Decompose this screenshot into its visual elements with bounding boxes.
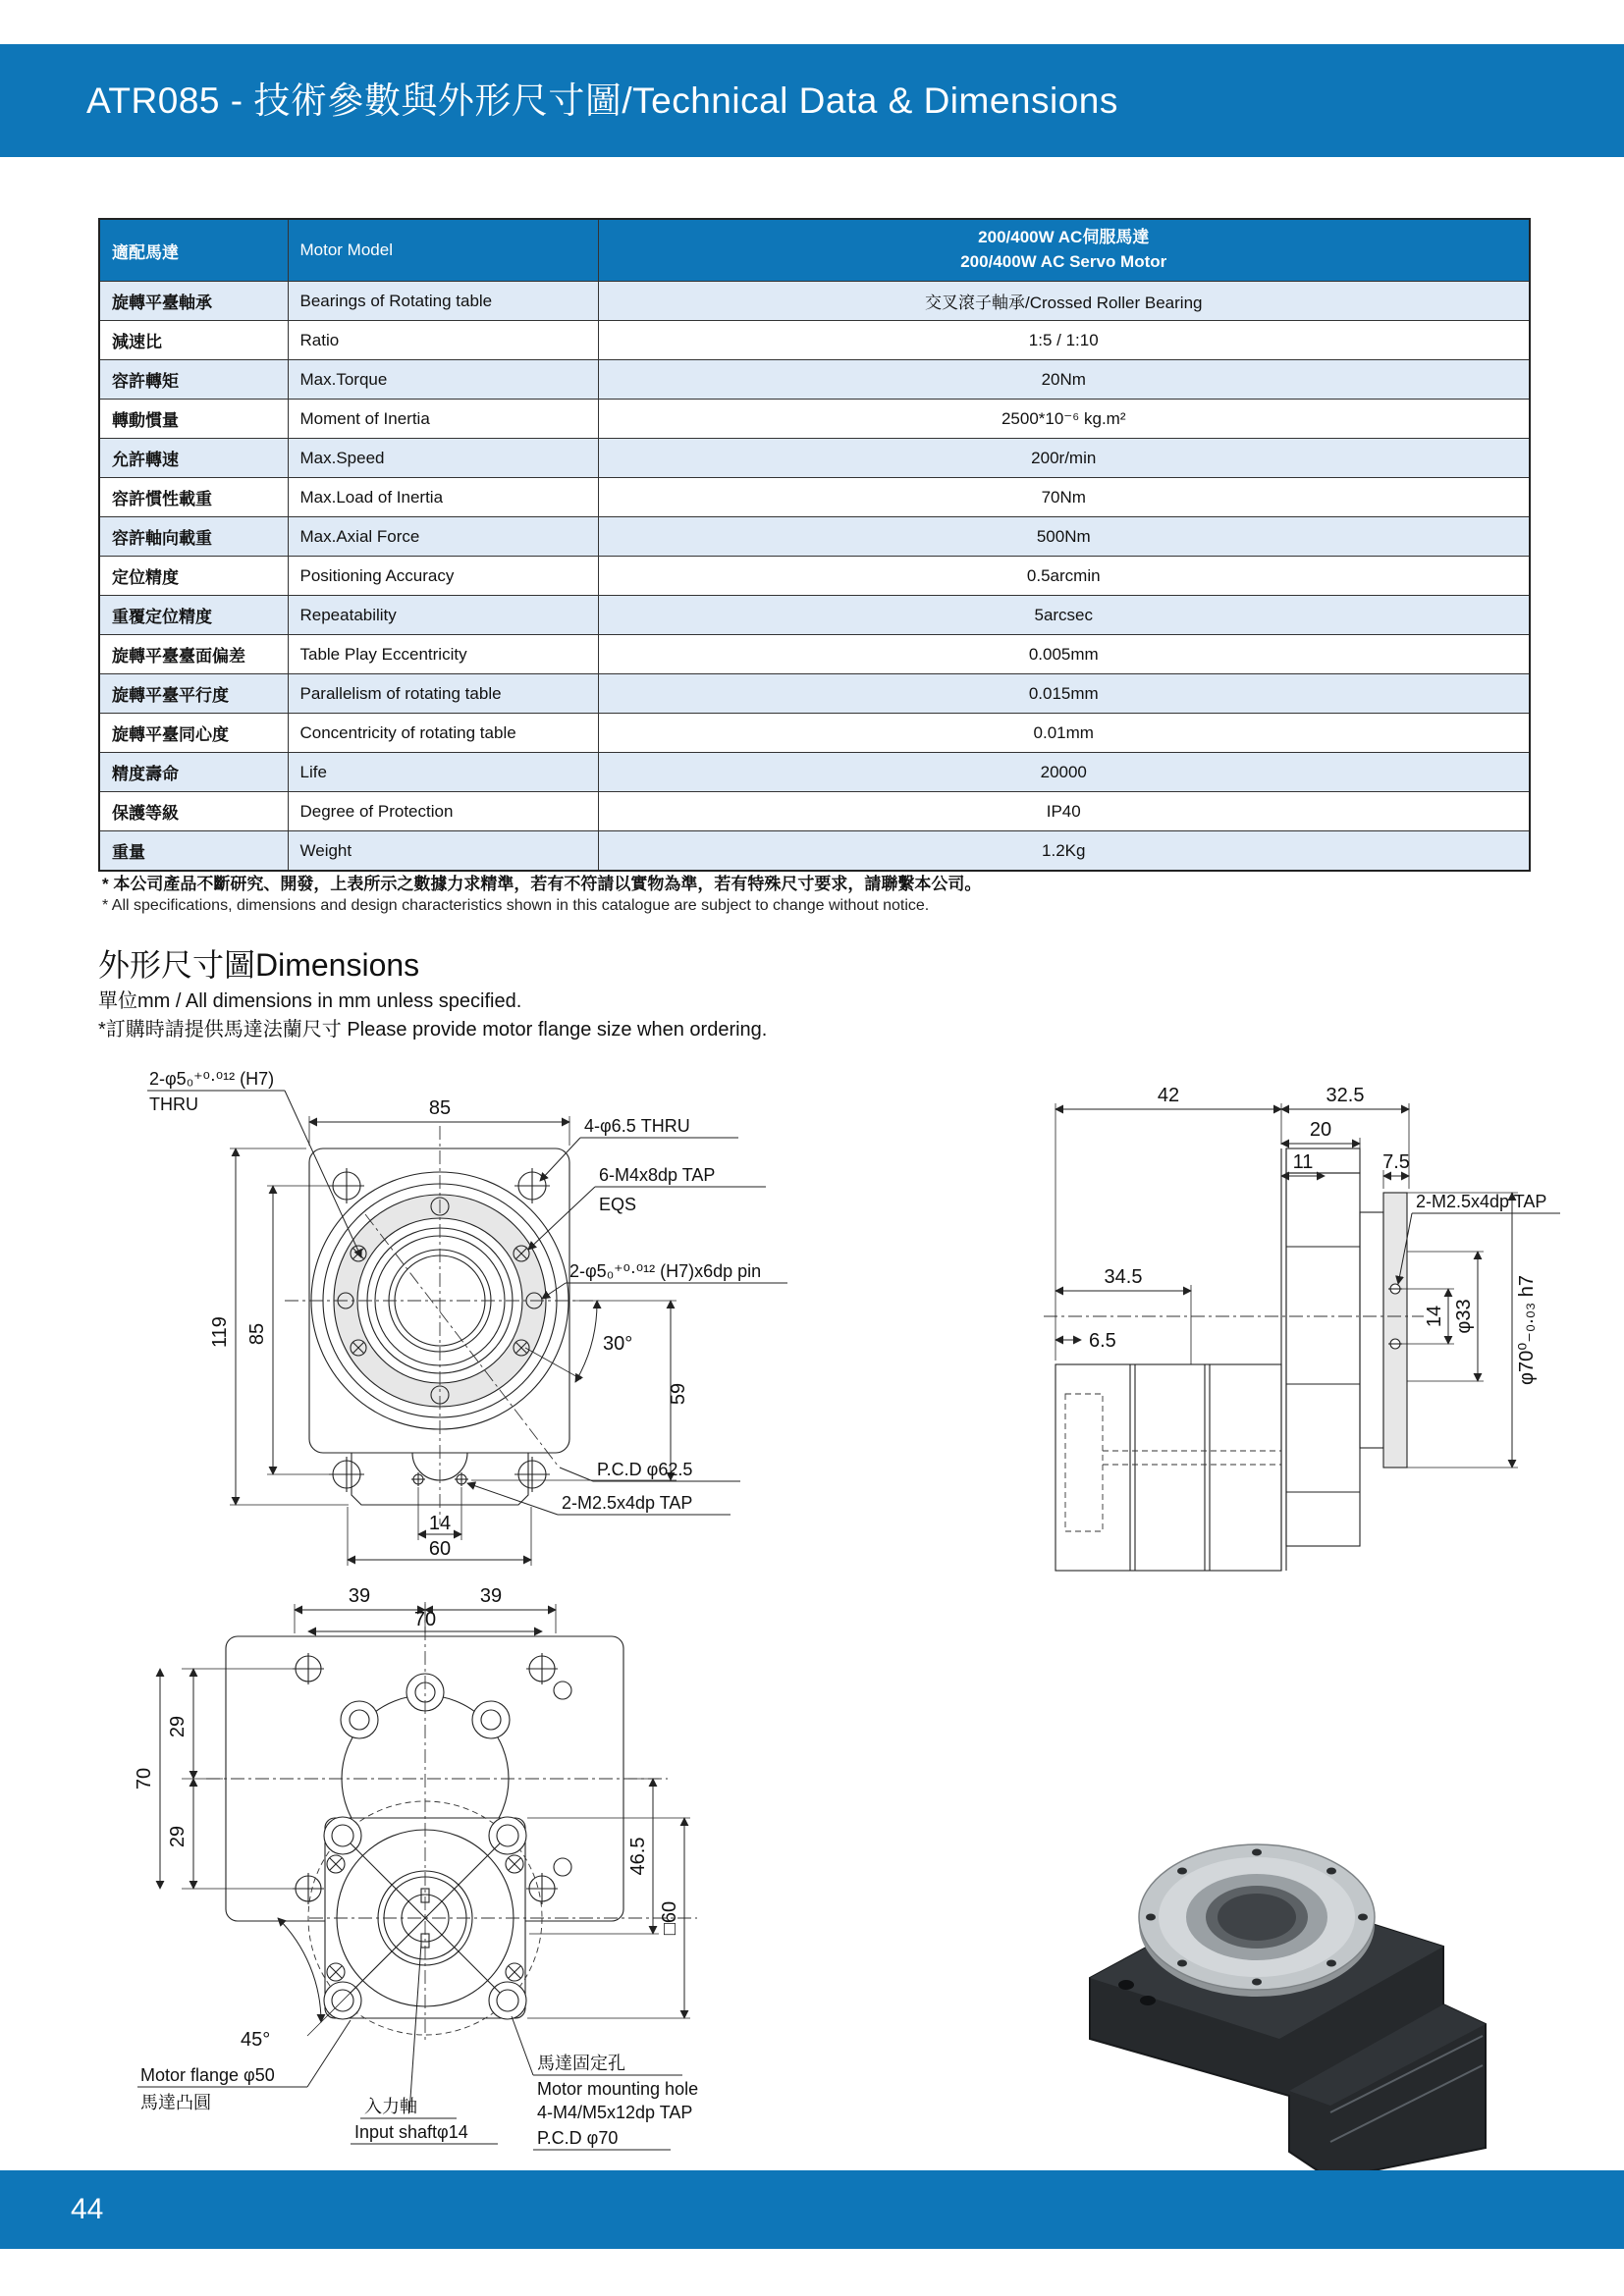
spec-label-en: Max.Axial Force bbox=[288, 517, 598, 557]
table-row bbox=[99, 753, 1530, 792]
page-number: 44 bbox=[71, 2193, 104, 2225]
spec-label-en: Concentricity of rotating table bbox=[288, 714, 598, 753]
spec-value: 2500*10⁻⁶ kg.m² bbox=[598, 400, 1530, 439]
dim-29-bottom: 29 bbox=[167, 1825, 189, 1848]
rotating-table-ring bbox=[1139, 1844, 1375, 1997]
spec-label-en: Parallelism of rotating table bbox=[288, 674, 598, 714]
table-row bbox=[99, 792, 1530, 831]
dim-7-5: 7.5 bbox=[1382, 1151, 1410, 1173]
spec-label-en: Life bbox=[288, 753, 598, 792]
side-view-body bbox=[1044, 1148, 1424, 1571]
front-view-drawing bbox=[137, 1055, 790, 1605]
dim-39-right: 39 bbox=[479, 1585, 503, 1607]
spec-label-zh: 容許軸向載重 bbox=[99, 517, 288, 557]
spec-label-en: Repeatability bbox=[288, 596, 598, 635]
spec-label-zh: 旋轉平臺臺面偏差 bbox=[99, 635, 288, 674]
spec-header-en: Motor Model bbox=[288, 219, 598, 282]
spec-label-en: Table Play Eccentricity bbox=[288, 635, 598, 674]
page-title: ATR085 - 技術參數與外形尺寸圖/Technical Data & Dimensions bbox=[86, 80, 1118, 121]
spec-label-zh: 轉動慣量 bbox=[99, 400, 288, 439]
label-mount-pcd: P.C.D φ70 bbox=[537, 2128, 619, 2148]
table-row bbox=[99, 400, 1530, 439]
note-en: * All specifications, dimensions and design characteristics shown in this catalogue are subject to change without notice. bbox=[102, 897, 930, 914]
spec-header-zh: 適配馬達 bbox=[99, 219, 288, 282]
spec-header-value-line2: 200/400W AC Servo Motor bbox=[960, 252, 1167, 271]
front-view-labels bbox=[147, 1069, 787, 1515]
spec-label-zh: 重覆定位精度 bbox=[99, 596, 288, 635]
spec-value: 1.2Kg bbox=[598, 831, 1530, 872]
label-pin-thru-2: THRU bbox=[149, 1095, 198, 1114]
spec-label-en: Max.Load of Inertia bbox=[288, 478, 598, 517]
dim-34-5: 34.5 bbox=[1104, 1266, 1143, 1288]
bottom-view-drawing bbox=[133, 1582, 800, 2157]
spec-value: 0.01mm bbox=[598, 714, 1530, 753]
spec-table bbox=[98, 218, 1531, 872]
note-zh: * 本公司產品不斷研究、開發，上表所示之數據力求精準，若有不符請以實物為準，若有特殊尺寸要求，請聯繫本公司。 bbox=[102, 875, 982, 893]
label-bottom-tap: 2-M2.5x4dp TAP bbox=[562, 1493, 693, 1513]
table-row bbox=[99, 360, 1530, 400]
spec-label-zh: 保護等級 bbox=[99, 792, 288, 831]
dim-32-5: 32.5 bbox=[1326, 1085, 1365, 1106]
spec-label-zh: 容許慣性載重 bbox=[99, 478, 288, 517]
spec-label-zh: 允許轉速 bbox=[99, 439, 288, 478]
spec-label-en: Max.Speed bbox=[288, 439, 598, 478]
bottom-view-body bbox=[206, 1602, 697, 2044]
dim-59: 59 bbox=[668, 1382, 689, 1406]
dimensions-title: 外形尺寸圖Dimensions bbox=[98, 947, 420, 983]
dim-14: 14 bbox=[1424, 1305, 1445, 1328]
spec-label-en: Bearings of Rotating table bbox=[288, 282, 598, 321]
label-flange-zh: 馬達凸圓 bbox=[140, 2093, 211, 2112]
dim-6-5: 6.5 bbox=[1089, 1330, 1116, 1352]
dim-85-top: 85 bbox=[428, 1097, 452, 1119]
dim-11: 11 bbox=[1292, 1151, 1314, 1173]
table-header-row bbox=[99, 219, 1530, 282]
dim-14-bottom: 14 bbox=[428, 1513, 452, 1534]
dim-42: 42 bbox=[1157, 1085, 1180, 1106]
label-mount-zh: 馬達固定孔 bbox=[537, 2054, 625, 2073]
dim-dia-33: φ33 bbox=[1453, 1299, 1475, 1334]
spec-value: 20000 bbox=[598, 753, 1530, 792]
label-shaft-en: Input shaftφ14 bbox=[354, 2122, 468, 2142]
spec-label-en: Ratio bbox=[288, 321, 598, 360]
label-pcd: P.C.D φ62.5 bbox=[597, 1460, 693, 1479]
table-row bbox=[99, 674, 1530, 714]
table-row bbox=[99, 635, 1530, 674]
spec-label-zh: 定位精度 bbox=[99, 557, 288, 596]
dim-45deg: 45° bbox=[241, 2029, 271, 2051]
label-flange-en: Motor flange φ50 bbox=[140, 2065, 275, 2085]
side-view-labels bbox=[1398, 1192, 1560, 1284]
label-corner-holes: 4-φ6.5 THRU bbox=[584, 1116, 690, 1136]
spec-value: 70Nm bbox=[598, 478, 1530, 517]
label-pin-thru-1: 2-φ5₀⁺⁰·⁰¹² (H7) bbox=[149, 1069, 275, 1089]
table-row bbox=[99, 282, 1530, 321]
spec-label-zh: 重量 bbox=[99, 831, 288, 872]
spec-label-en: Positioning Accuracy bbox=[288, 557, 598, 596]
spec-label-zh: 旋轉平臺軸承 bbox=[99, 282, 288, 321]
dim-30deg: 30° bbox=[603, 1333, 633, 1355]
label-tap: 2-M2.5x4dp TAP bbox=[1416, 1192, 1547, 1211]
spec-label-en: Degree of Protection bbox=[288, 792, 598, 831]
spec-label-zh: 旋轉平臺同心度 bbox=[99, 714, 288, 753]
table-row bbox=[99, 557, 1530, 596]
label-pin: 2-φ5₀⁺⁰·⁰¹² (H7)x6dp pin bbox=[569, 1261, 762, 1281]
spec-value: 500Nm bbox=[598, 517, 1530, 557]
spec-header-value bbox=[598, 219, 1530, 282]
label-tap-1: 6-M4x8dp TAP bbox=[599, 1165, 716, 1185]
spec-value: 20Nm bbox=[598, 360, 1530, 400]
footer-band bbox=[0, 2170, 1624, 2249]
spec-value: 200r/min bbox=[598, 439, 1530, 478]
spec-value: 0.015mm bbox=[598, 674, 1530, 714]
spec-header-value-line1: 200/400W AC伺服馬達 bbox=[978, 228, 1150, 247]
dim-20: 20 bbox=[1309, 1119, 1332, 1141]
dimensions-units-line: 單位mm / All dimensions in mm unless specified. bbox=[98, 990, 522, 1012]
label-mount-en: Motor mounting hole bbox=[537, 2079, 699, 2099]
table-row bbox=[99, 714, 1530, 753]
spec-label-zh: 旋轉平臺平行度 bbox=[99, 674, 288, 714]
dimensions-order-line: *訂購時請提供馬達法蘭尺寸 Please provide motor flange size when ordering. bbox=[98, 1019, 768, 1041]
table-row bbox=[99, 439, 1530, 478]
dim-39-left: 39 bbox=[348, 1585, 371, 1607]
dim-dia-70: φ70⁰₋₀.₀₃ h7 bbox=[1516, 1275, 1538, 1385]
spec-label-en: Weight bbox=[288, 831, 598, 872]
dim-85-left: 85 bbox=[246, 1322, 268, 1346]
spec-value: 0.005mm bbox=[598, 635, 1530, 674]
label-tap-2: EQS bbox=[599, 1195, 637, 1214]
spec-label-en: Max.Torque bbox=[288, 360, 598, 400]
dim-60-bottom: 60 bbox=[428, 1538, 452, 1560]
label-mount-spec: 4-M4/M5x12dp TAP bbox=[537, 2103, 693, 2122]
side-view-drawing bbox=[987, 1060, 1561, 1639]
spec-value: 5arcsec bbox=[598, 596, 1530, 635]
spec-value: 1:5 / 1:10 bbox=[598, 321, 1530, 360]
table-row bbox=[99, 478, 1530, 517]
product-photo bbox=[1036, 1757, 1527, 2179]
spec-label-zh: 減速比 bbox=[99, 321, 288, 360]
spec-value: IP40 bbox=[598, 792, 1530, 831]
dim-119-left: 119 bbox=[209, 1316, 231, 1348]
table-row bbox=[99, 517, 1530, 557]
dim-70-top: 70 bbox=[413, 1609, 437, 1630]
dim-sq-60: □60 bbox=[659, 1900, 680, 1936]
spec-value: 交叉滾子軸承/Crossed Roller Bearing bbox=[598, 282, 1530, 321]
spec-label-en: Moment of Inertia bbox=[288, 400, 598, 439]
dim-46-5: 46.5 bbox=[627, 1837, 649, 1876]
spec-value: 0.5arcmin bbox=[598, 557, 1530, 596]
spec-label-zh: 精度壽命 bbox=[99, 753, 288, 792]
table-row bbox=[99, 321, 1530, 360]
spec-label-zh: 容許轉矩 bbox=[99, 360, 288, 400]
dim-70-left: 70 bbox=[134, 1767, 155, 1790]
table-row bbox=[99, 831, 1530, 872]
side-view-dimensions bbox=[1056, 1085, 1538, 1468]
label-shaft-zh: 入力軸 bbox=[364, 2097, 417, 2116]
dim-29-top: 29 bbox=[167, 1715, 189, 1738]
table-row bbox=[99, 596, 1530, 635]
